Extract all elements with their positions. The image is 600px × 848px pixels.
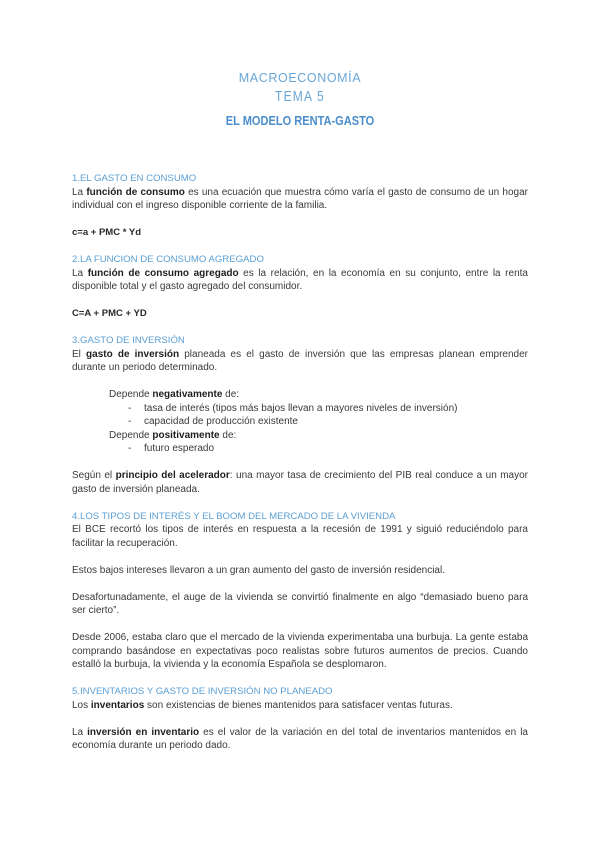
section-4-heading: 4.LOS TIPOS DE INTERÉS Y EL BOOM DEL MERCADO DE LA VIVIENDA	[72, 510, 396, 522]
section-5-paragraph-1: Los inventarios son existencias de bienes mantenidos para satisfacer ventas futuras.	[72, 699, 453, 711]
section-4-paragraph-2: Estos bajos intereses llevaron a un gran aumento del gasto de inversión residencial.	[72, 564, 445, 576]
section-4-paragraph-3: Desafortunadamente, el auge de la vivienda se convirtió finalmente en algo “demasiado bueno para ser cierto”.	[72, 591, 528, 616]
list-item: - capacidad de producción existente	[128, 416, 298, 427]
negative-dependence-label: Depende negativamente de:	[109, 389, 240, 400]
accelerator-paragraph: Según el principio del acelerador: una mayor tasa de crecimiento del PIB real conduce a un mayor gasto de inversión planeada.	[72, 470, 529, 495]
list-item: - tasa de interés (tipos más bajos llevan a mayores niveles de inversión)	[128, 402, 458, 414]
positive-dependence-label: Depende positivamente de:	[109, 429, 237, 441]
aggregate-consumption-formula: C=A + PMC + YD	[72, 308, 147, 319]
section-2-heading: 2.LA FUNCION DE CONSUMO AGREGADO	[72, 254, 264, 265]
consumption-formula: c=a + PMC * Yd	[72, 227, 141, 238]
topic-title: EL MODELO RENTA-GASTO	[225, 113, 375, 128]
section-4-paragraph-1: El BCE recortó los tipos de interés en respuesta a la recesión de 1991 y siguió reduciéndolo para facilitar la recuperación.	[72, 524, 528, 549]
section-1-heading: 1.EL GASTO EN CONSUMO	[72, 173, 197, 184]
section-4-paragraph-4: Desde 2006, estaba claro que el mercado de la vivienda experimentaba una burbuja. La gente estaba comprando basándose en expectativas poco realistas sobre futuros aumentos de precios. Cuando estalló la burbuja, la vivienda y la economía Española se desplomaron.	[72, 632, 528, 670]
document-body	[72, 172, 528, 753]
section-1-paragraph: La función de consumo es una ecuación que muestra cómo varía el gasto de consumo de un hogar individual con el ingreso disponible corriente de la familia.	[72, 186, 528, 211]
section-5-heading: 5.INVENTARIOS Y GASTO DE INVERSIÓN NO PLANEADO	[72, 686, 333, 697]
term: gasto de inversión	[86, 348, 180, 360]
topic-number: TEMA 5	[275, 88, 325, 105]
subject-title: MACROECONOMÍA	[238, 71, 362, 85]
section-3-heading: 3.GASTO DE INVERSIÓN	[72, 335, 185, 346]
term: función de consumo agregado	[87, 267, 239, 279]
section-5-paragraph-2: La inversión en inventario es el valor de la variación en del total de inventarios mantenidos en la economía durante un periodo dado.	[72, 726, 528, 751]
title-block	[0, 70, 600, 132]
section-2-paragraph: La función de consumo agregado es la relación, en la economía en su conjunto, entre la renta disponible total y el gasto agregado del consumidor.	[72, 267, 528, 292]
list-item: - futuro esperado	[128, 443, 215, 454]
term: función de consumo	[86, 186, 185, 198]
section-3-paragraph: El gasto de inversión planeada es el gasto de inversión que las empresas planean emprender durante un periodo determinado.	[72, 348, 529, 373]
